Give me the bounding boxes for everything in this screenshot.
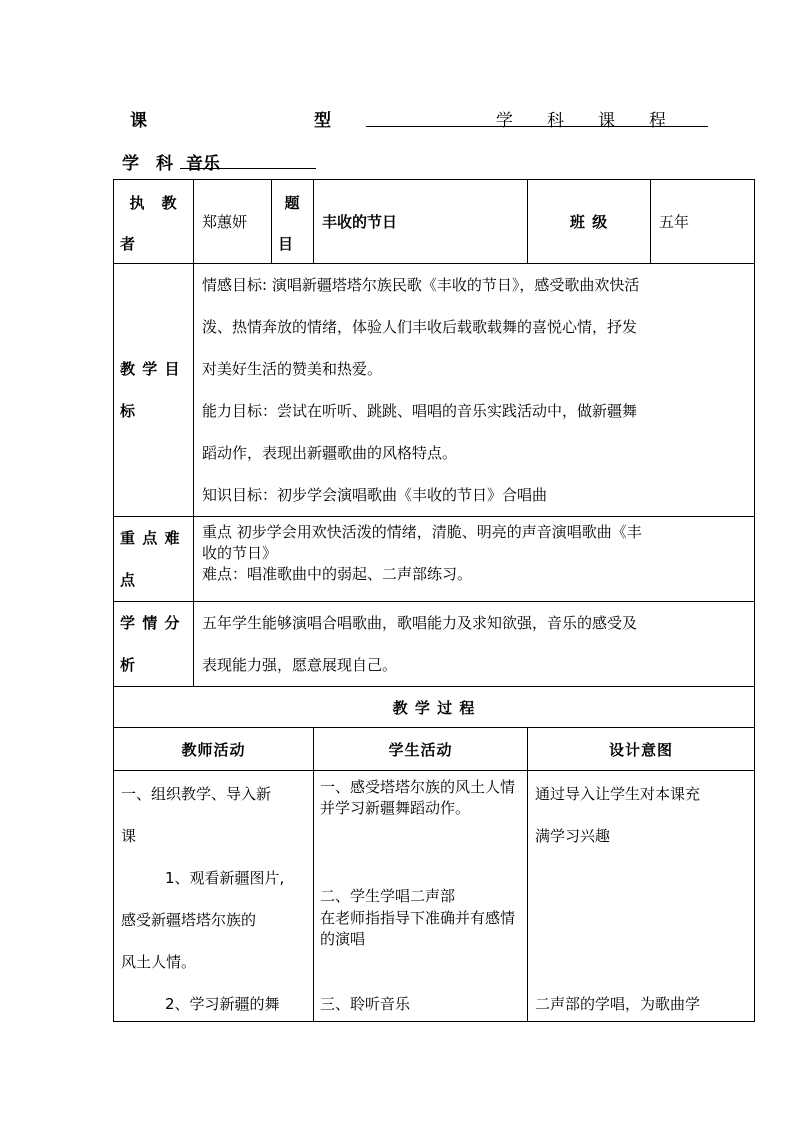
col-design-label: 设计意图 xyxy=(609,740,674,759)
class-label-cell xyxy=(528,180,651,264)
goals-line5: 蹈动作，表现出新疆歌曲的风格特点。 xyxy=(202,444,458,462)
goals-row xyxy=(114,264,755,517)
class-value: 五年 xyxy=(659,213,690,231)
analysis-label-line1: 学 情 分 xyxy=(120,614,181,632)
design-intent-cell xyxy=(528,771,755,1022)
analysis-row xyxy=(114,602,755,687)
teacher-label-cell xyxy=(114,180,194,264)
key-points-line2: 收的节日》 xyxy=(202,544,278,562)
teacher-line-4: 感受新疆塔塔尔族的 xyxy=(121,911,257,929)
key-points-label-line2: 点 xyxy=(120,571,137,589)
key-points-content-cell xyxy=(194,517,755,602)
analysis-line2: 表现能力强，愿意展现自己。 xyxy=(202,656,398,674)
process-title: 教 学 过 程 xyxy=(392,698,476,717)
lesson-type-label xyxy=(130,106,147,131)
student-block-4: 三、聆听音乐 xyxy=(320,995,411,1013)
goals-line1: 情感目标: 演唱新疆塔塔尔族民歌《丰收的节日》，感受歌曲欢快活 xyxy=(202,276,640,294)
teacher-line-6: 2、学习新疆的舞 xyxy=(165,995,280,1013)
topic-value-cell xyxy=(314,180,528,264)
lesson-type-underline xyxy=(366,126,708,127)
student-block-2: 二、学生学唱二声部 xyxy=(320,887,456,905)
process-title-row xyxy=(114,687,755,728)
teacher-line-2: 课 xyxy=(121,827,137,845)
teacher-line-5: 风土人情。 xyxy=(121,953,197,971)
goals-line4: 能力目标：尝试在听听、跳跳、唱唱的音乐实践活动中，做新疆舞 xyxy=(202,402,638,420)
process-content-row xyxy=(114,771,755,1022)
class-value-cell xyxy=(651,180,755,264)
analysis-label-cell xyxy=(114,602,194,687)
goals-line3: 对美好生活的赞美和热爱。 xyxy=(202,360,383,378)
teacher-activity-cell xyxy=(114,771,314,1022)
topic-value: 丰收的节日 xyxy=(322,213,398,231)
key-points-label-line1: 重 点 难 xyxy=(120,529,181,547)
goals-label-line1: 教 学 目 xyxy=(120,360,181,378)
goals-label-cell xyxy=(114,264,194,517)
lesson-type-label-end xyxy=(314,106,331,131)
lesson-type-label-part2: 型 xyxy=(314,111,331,131)
analysis-content-cell xyxy=(194,602,755,687)
topic-label-line2: 目 xyxy=(278,235,295,253)
col-design-header xyxy=(528,728,755,771)
goals-label-line2: 标 xyxy=(120,402,137,420)
student-activity-cell xyxy=(314,771,528,1022)
col-teacher-header xyxy=(114,728,314,771)
student-block-1: 一、感受塔塔尔族的风土人情并学习新疆舞蹈动作。 xyxy=(320,778,516,817)
teacher-label-line2: 者 xyxy=(120,235,137,253)
goals-line6: 知识目标：初步学会演唱歌曲《丰收的节日》合唱曲 xyxy=(202,486,548,504)
lesson-type-value: 学 科 课 程 xyxy=(496,111,666,131)
subject-value: 音乐 xyxy=(186,154,220,174)
teacher-label-line1: 执 教 xyxy=(129,194,178,212)
analysis-label-line2: 析 xyxy=(120,656,137,674)
teacher-value-cell xyxy=(194,180,272,264)
col-student-header xyxy=(314,728,528,771)
key-points-label-cell xyxy=(114,517,194,602)
design-line-1: 通过导入让学生对本课充 xyxy=(535,785,701,803)
lesson-plan-table xyxy=(113,179,755,1022)
process-header-row xyxy=(114,728,755,771)
process-title-cell xyxy=(114,687,755,728)
goals-line2: 泼、热情奔放的情绪，体验人们丰收后载歌载舞的喜悦心情，抒发 xyxy=(202,318,638,336)
subject-label: 学 科 xyxy=(122,154,173,174)
design-line-3: 二声部的学唱，为歌曲学 xyxy=(535,995,701,1013)
lesson-type-label-part1: 课 xyxy=(130,111,147,131)
key-points-row xyxy=(114,517,755,602)
student-block-3: 在老师指指导下准确并有感情的演唱 xyxy=(320,909,516,948)
teacher-line-3: 1、观看新疆图片, xyxy=(165,869,285,887)
info-row xyxy=(114,180,755,264)
subject-underline xyxy=(180,168,316,169)
class-label: 班 级 xyxy=(569,213,609,231)
key-points-line1: 重点 初步学会用欢快活泼的情绪，清脆、明亮的声音演唱歌曲《丰 xyxy=(202,523,642,541)
goals-content-cell xyxy=(194,264,755,517)
teacher-line-1: 一、组织教学、导入新 xyxy=(121,785,272,803)
topic-label-line1: 题 xyxy=(284,194,301,212)
col-student-label: 学生活动 xyxy=(388,740,453,759)
design-line-2: 满学习兴趣 xyxy=(535,827,611,845)
key-points-line3: 难点：唱准歌曲中的弱起、二声部练习。 xyxy=(202,565,473,583)
col-teacher-label: 教师活动 xyxy=(181,740,246,759)
analysis-line1: 五年学生能够演唱合唱歌曲，歌唱能力及求知欲强，音乐的感受及 xyxy=(202,614,638,632)
topic-label-cell xyxy=(272,180,314,264)
teacher-value: 郑蕙妍 xyxy=(202,213,248,231)
